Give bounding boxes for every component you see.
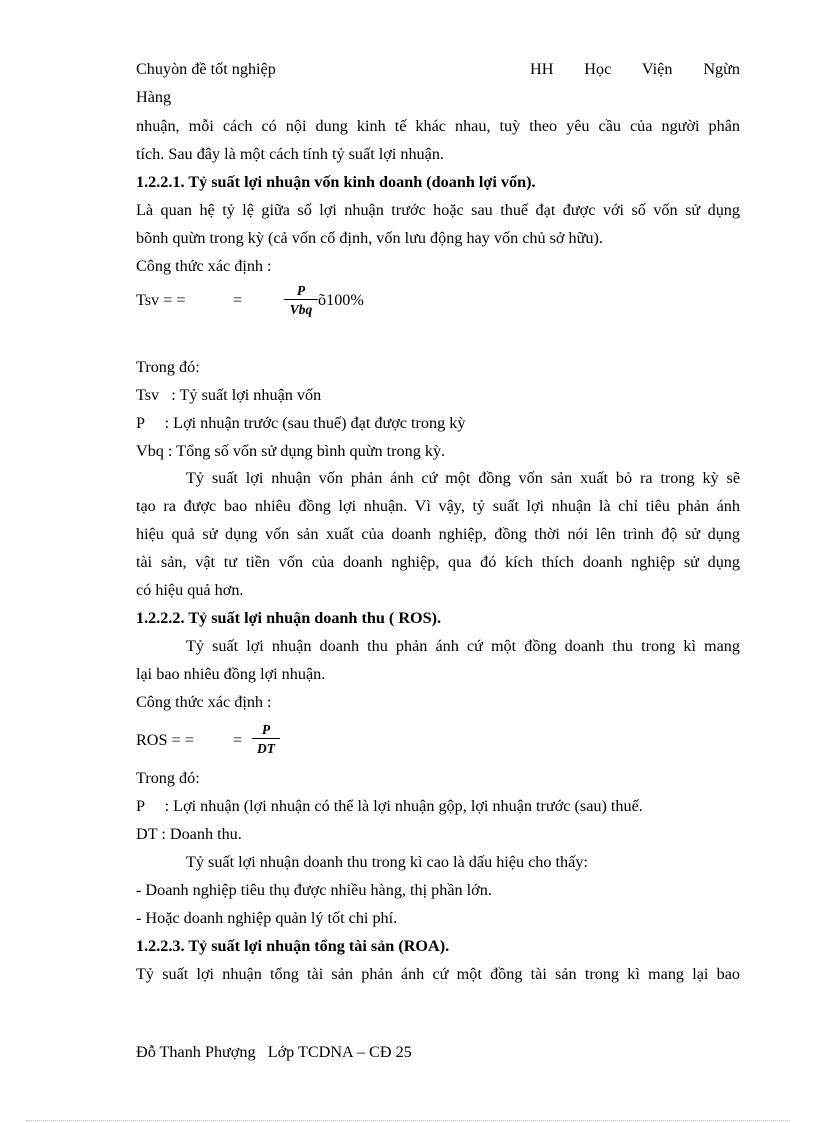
paragraph-line: bõnh quừn trong kỳ (cả vốn cố định, vốn lưu động hay vốn chủ sở hữu). — [136, 229, 603, 247]
paragraph-line: Là quan hệ tỷ lệ giữa số lợi nhuận trước hoặc sau thuế đạt được với số vốn sử dụng — [136, 201, 740, 219]
definition-line: Tsv : Tỷ suất lợi nhuận vốn — [136, 386, 322, 404]
paragraph-line: hiệu quả sử dụng vốn sản xuất của doanh nghiệp, đồng thời nói lên trình độ sử dụng — [136, 525, 740, 543]
page-footer: Đỗ Thanh Phượng Lớp TCDNA – CĐ 25 — [136, 1043, 412, 1061]
paragraph-line: nhuận, mỗi cách có nội dung kinh tế khác nhau, tuỳ theo yêu cầu của người phân — [136, 117, 740, 135]
page-edge-divider — [26, 1120, 790, 1121]
paragraph-line: tài sản, vật tư tiền vốn của doanh nghiệp, qua đó kích thích doanh nghiệp sử dụng — [136, 553, 740, 571]
formula-lhs: Tsv = = — [136, 291, 186, 309]
paragraph-line: tạo ra được bao nhiêu đồng lợi nhuận. Vì vậy, tỷ suất lợi nhuận là chỉ tiêu phản ánh — [136, 497, 740, 515]
formula-equals: = — [233, 291, 243, 309]
definition-line: DT : Doanh thu. — [136, 825, 242, 843]
fraction-denominator: DT — [252, 738, 280, 756]
paragraph-line: có hiệu quả hơn. — [136, 581, 244, 599]
paragraph-line: Tỷ suất lợi nhuận doanh thu trong kì cao là dấu hiệu cho thấy: — [186, 853, 588, 871]
header-wrap: Hàng — [136, 88, 172, 106]
bullet-item: - Doanh nghiệp tiêu thụ được nhiều hàng, thị phần lớn. — [136, 881, 492, 899]
paragraph-line: lại bao nhiêu đồng lợi nhuận. — [136, 665, 326, 683]
definition-line: Vbq : Tổng số vốn sử dụng bình quừn trong kỳ. — [136, 442, 446, 460]
paragraph-line: Tỷ suất lợi nhuận vốn phản ánh cứ một đồng vốn sản xuất bỏ ra trong kỳ sẽ — [186, 469, 740, 487]
paragraph-line: tích. Sau đây là một cách tính tỷ suất lợi nhuận. — [136, 145, 444, 163]
formula-equals: = — [233, 731, 243, 749]
where-label: Trong đó: — [136, 358, 200, 376]
where-label: Trong đó: — [136, 769, 200, 787]
paragraph-line: Tỷ suất lợi nhuận doanh thu phản ánh cứ một đồng doanh thu trong kì mang — [186, 637, 740, 655]
formula-label: Công thức xác định : — [136, 257, 272, 275]
fraction-numerator: P — [261, 722, 271, 737]
fraction — [252, 722, 280, 756]
header-left: Chuyòn đề tốt nghiệp — [136, 60, 276, 78]
formula-label: Công thức xác định : — [136, 693, 272, 711]
header-right: HH Học Viện Ngừn — [530, 60, 740, 78]
fraction-denominator: Vbq — [284, 299, 318, 317]
definition-line: P : Lợi nhuận trước (sau thuế) đạt được trong kỳ — [136, 414, 466, 432]
section-heading: 1.2.2.2. Tỷ suất lợi nhuận doanh thu ( ROS). — [136, 609, 442, 627]
fraction-numerator: P — [296, 283, 306, 298]
paragraph-line: Tỷ suất lợi nhuận tổng tài sản phản ánh cứ một đồng tài sản trong kì mang lại bao — [136, 965, 740, 983]
formula-lhs: ROS = = — [136, 731, 194, 749]
section-heading: 1.2.2.1. Tỷ suất lợi nhuận vốn kinh doanh (doanh lợi vốn). — [136, 173, 536, 191]
definition-line: P : Lợi nhuận (lợi nhuận có thể là lợi nhuận gộp, lợi nhuận trước (sau) thuế. — [136, 797, 643, 815]
formula-tail: õ100% — [318, 291, 364, 309]
fraction — [284, 283, 318, 317]
bullet-item: - Hoặc doanh nghiệp quản lý tốt chi phí. — [136, 909, 398, 927]
section-heading: 1.2.2.3. Tỷ suất lợi nhuận tổng tài sản (ROA). — [136, 937, 450, 955]
